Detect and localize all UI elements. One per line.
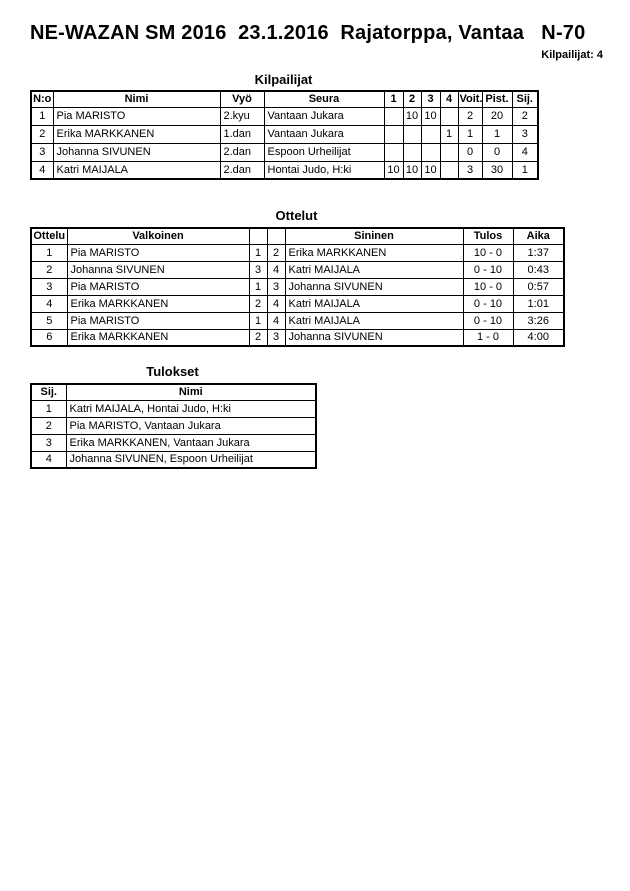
results-header-row [31,384,316,400]
cell-name: Johanna SIVUNEN, Espoon Urheilijat [66,451,316,468]
cell-place: 2 [512,107,538,125]
cell-name: Johanna SIVUNEN [53,143,220,161]
cell-wins: 1 [458,125,482,143]
cell-blue-name: Erika MARKKANEN [285,244,463,261]
match-row [31,295,564,312]
cell-match-no: 1 [31,244,67,261]
cell-white-name: Pia MARISTO [67,312,249,329]
cell-wins: 0 [458,143,482,161]
cell-blue-no: 3 [267,329,285,346]
cell-belt: 2.dan [220,143,264,161]
cell-white-no: 2 [249,329,267,346]
header-opp-3: 3 [421,91,440,107]
cell-place: 4 [512,143,538,161]
header-place: Sij. [31,384,66,400]
cell-points: 30 [482,161,512,179]
header-name: Nimi [66,384,316,400]
cell-score-4: 1 [440,125,458,143]
cell-points: 20 [482,107,512,125]
page-title: NE-WAZAN SM 2016 23.1.2016 Rajatorppa, Vantaa N-70 [30,22,586,44]
cell-score-3 [421,125,440,143]
cell-time: 1:01 [513,295,564,312]
cell-points: 1 [482,125,512,143]
competitor-row [31,107,538,125]
cell-club: Hontai Judo, H:ki [264,161,384,179]
header-no: N:o [31,91,53,107]
competitors-header-row [31,91,538,107]
cell-time: 1:37 [513,244,564,261]
cell-blue-no: 3 [267,278,285,295]
header-blue-no [267,228,285,244]
cell-white-no: 2 [249,295,267,312]
cell-score-1 [384,125,403,143]
cell-result: 10 - 0 [463,278,513,295]
cell-blue-name: Katri MAIJALA [285,295,463,312]
cell-score-3 [421,143,440,161]
competitor-row [31,143,538,161]
cell-place: 1 [31,400,66,417]
cell-place: 3 [31,434,66,451]
cell-time: 0:57 [513,278,564,295]
cell-result: 0 - 10 [463,312,513,329]
result-row [31,434,316,451]
cell-white-no: 1 [249,244,267,261]
header-name: Nimi [53,91,220,107]
cell-match-no: 3 [31,278,67,295]
match-row [31,261,564,278]
cell-result: 10 - 0 [463,244,513,261]
matches-table [30,227,565,347]
cell-club: Espoon Urheilijat [264,143,384,161]
matches-section-title: Ottelut [275,208,318,223]
results-table [30,383,317,469]
cell-score-1 [384,107,403,125]
cell-blue-no: 4 [267,261,285,278]
cell-match-no: 4 [31,295,67,312]
cell-white-name: Erika MARKKANEN [67,295,249,312]
cell-name: Pia MARISTO, Vantaan Jukara [66,417,316,434]
cell-white-no: 1 [249,312,267,329]
competitors-table [30,90,539,180]
matches-header-row [31,228,564,244]
cell-club: Vantaan Jukara [264,107,384,125]
header-wins: Voit. [458,91,482,107]
cell-white-no: 1 [249,278,267,295]
cell-white-name: Johanna SIVUNEN [67,261,249,278]
header-opp-2: 2 [403,91,421,107]
cell-belt: 2.dan [220,161,264,179]
result-row [31,451,316,468]
competitor-count: Kilpailijat: 4 [541,49,603,61]
cell-belt: 2.kyu [220,107,264,125]
cell-belt: 1.dan [220,125,264,143]
cell-blue-no: 4 [267,295,285,312]
cell-result: 1 - 0 [463,329,513,346]
cell-name: Katri MAIJALA [53,161,220,179]
cell-time: 0:43 [513,261,564,278]
header-match-no: Ottelu [31,228,67,244]
cell-wins: 3 [458,161,482,179]
cell-score-4 [440,161,458,179]
cell-score-2: 10 [403,161,421,179]
cell-name: Erika MARKKANEN, Vantaan Jukara [66,434,316,451]
match-row [31,278,564,295]
cell-points: 0 [482,143,512,161]
cell-blue-name: Johanna SIVUNEN [285,278,463,295]
cell-match-no: 2 [31,261,67,278]
cell-blue-no: 2 [267,244,285,261]
match-row [31,329,564,346]
competitors-section-title: Kilpailijat [254,72,313,87]
cell-white-name: Pia MARISTO [67,244,249,261]
cell-blue-name: Johanna SIVUNEN [285,329,463,346]
cell-score-4 [440,143,458,161]
header-belt: Vyö [220,91,264,107]
header-points: Pist. [482,91,512,107]
cell-club: Vantaan Jukara [264,125,384,143]
header-blue: Sininen [285,228,463,244]
result-row [31,417,316,434]
cell-name: Katri MAIJALA, Hontai Judo, H:ki [66,400,316,417]
cell-score-1 [384,143,403,161]
cell-match-no: 5 [31,312,67,329]
cell-name: Pia MARISTO [53,107,220,125]
header-white: Valkoinen [67,228,249,244]
header-place: Sij. [512,91,538,107]
results-section-title: Tulokset [146,364,199,379]
header-opp-4: 4 [440,91,458,107]
cell-no: 4 [31,161,53,179]
cell-white-name: Pia MARISTO [67,278,249,295]
match-row [31,244,564,261]
cell-name: Erika MARKKANEN [53,125,220,143]
cell-blue-no: 4 [267,312,285,329]
header-time: Aika [513,228,564,244]
cell-score-2 [403,125,421,143]
cell-place: 2 [31,417,66,434]
cell-white-name: Erika MARKKANEN [67,329,249,346]
cell-no: 3 [31,143,53,161]
cell-blue-name: Katri MAIJALA [285,261,463,278]
cell-time: 4:00 [513,329,564,346]
match-row [31,312,564,329]
cell-place: 1 [512,161,538,179]
header-club: Seura [264,91,384,107]
competitor-row [31,125,538,143]
competitor-row [31,161,538,179]
cell-score-2: 10 [403,107,421,125]
header-opp-1: 1 [384,91,403,107]
cell-result: 0 - 10 [463,295,513,312]
cell-time: 3:26 [513,312,564,329]
cell-place: 4 [31,451,66,468]
cell-result: 0 - 10 [463,261,513,278]
cell-wins: 2 [458,107,482,125]
cell-score-4 [440,107,458,125]
cell-blue-name: Katri MAIJALA [285,312,463,329]
result-row [31,400,316,417]
cell-score-3: 10 [421,107,440,125]
cell-no: 2 [31,125,53,143]
cell-score-3: 10 [421,161,440,179]
cell-score-1: 10 [384,161,403,179]
header-white-no [249,228,267,244]
cell-white-no: 3 [249,261,267,278]
cell-score-2 [403,143,421,161]
cell-match-no: 6 [31,329,67,346]
header-result: Tulos [463,228,513,244]
cell-place: 3 [512,125,538,143]
cell-no: 1 [31,107,53,125]
